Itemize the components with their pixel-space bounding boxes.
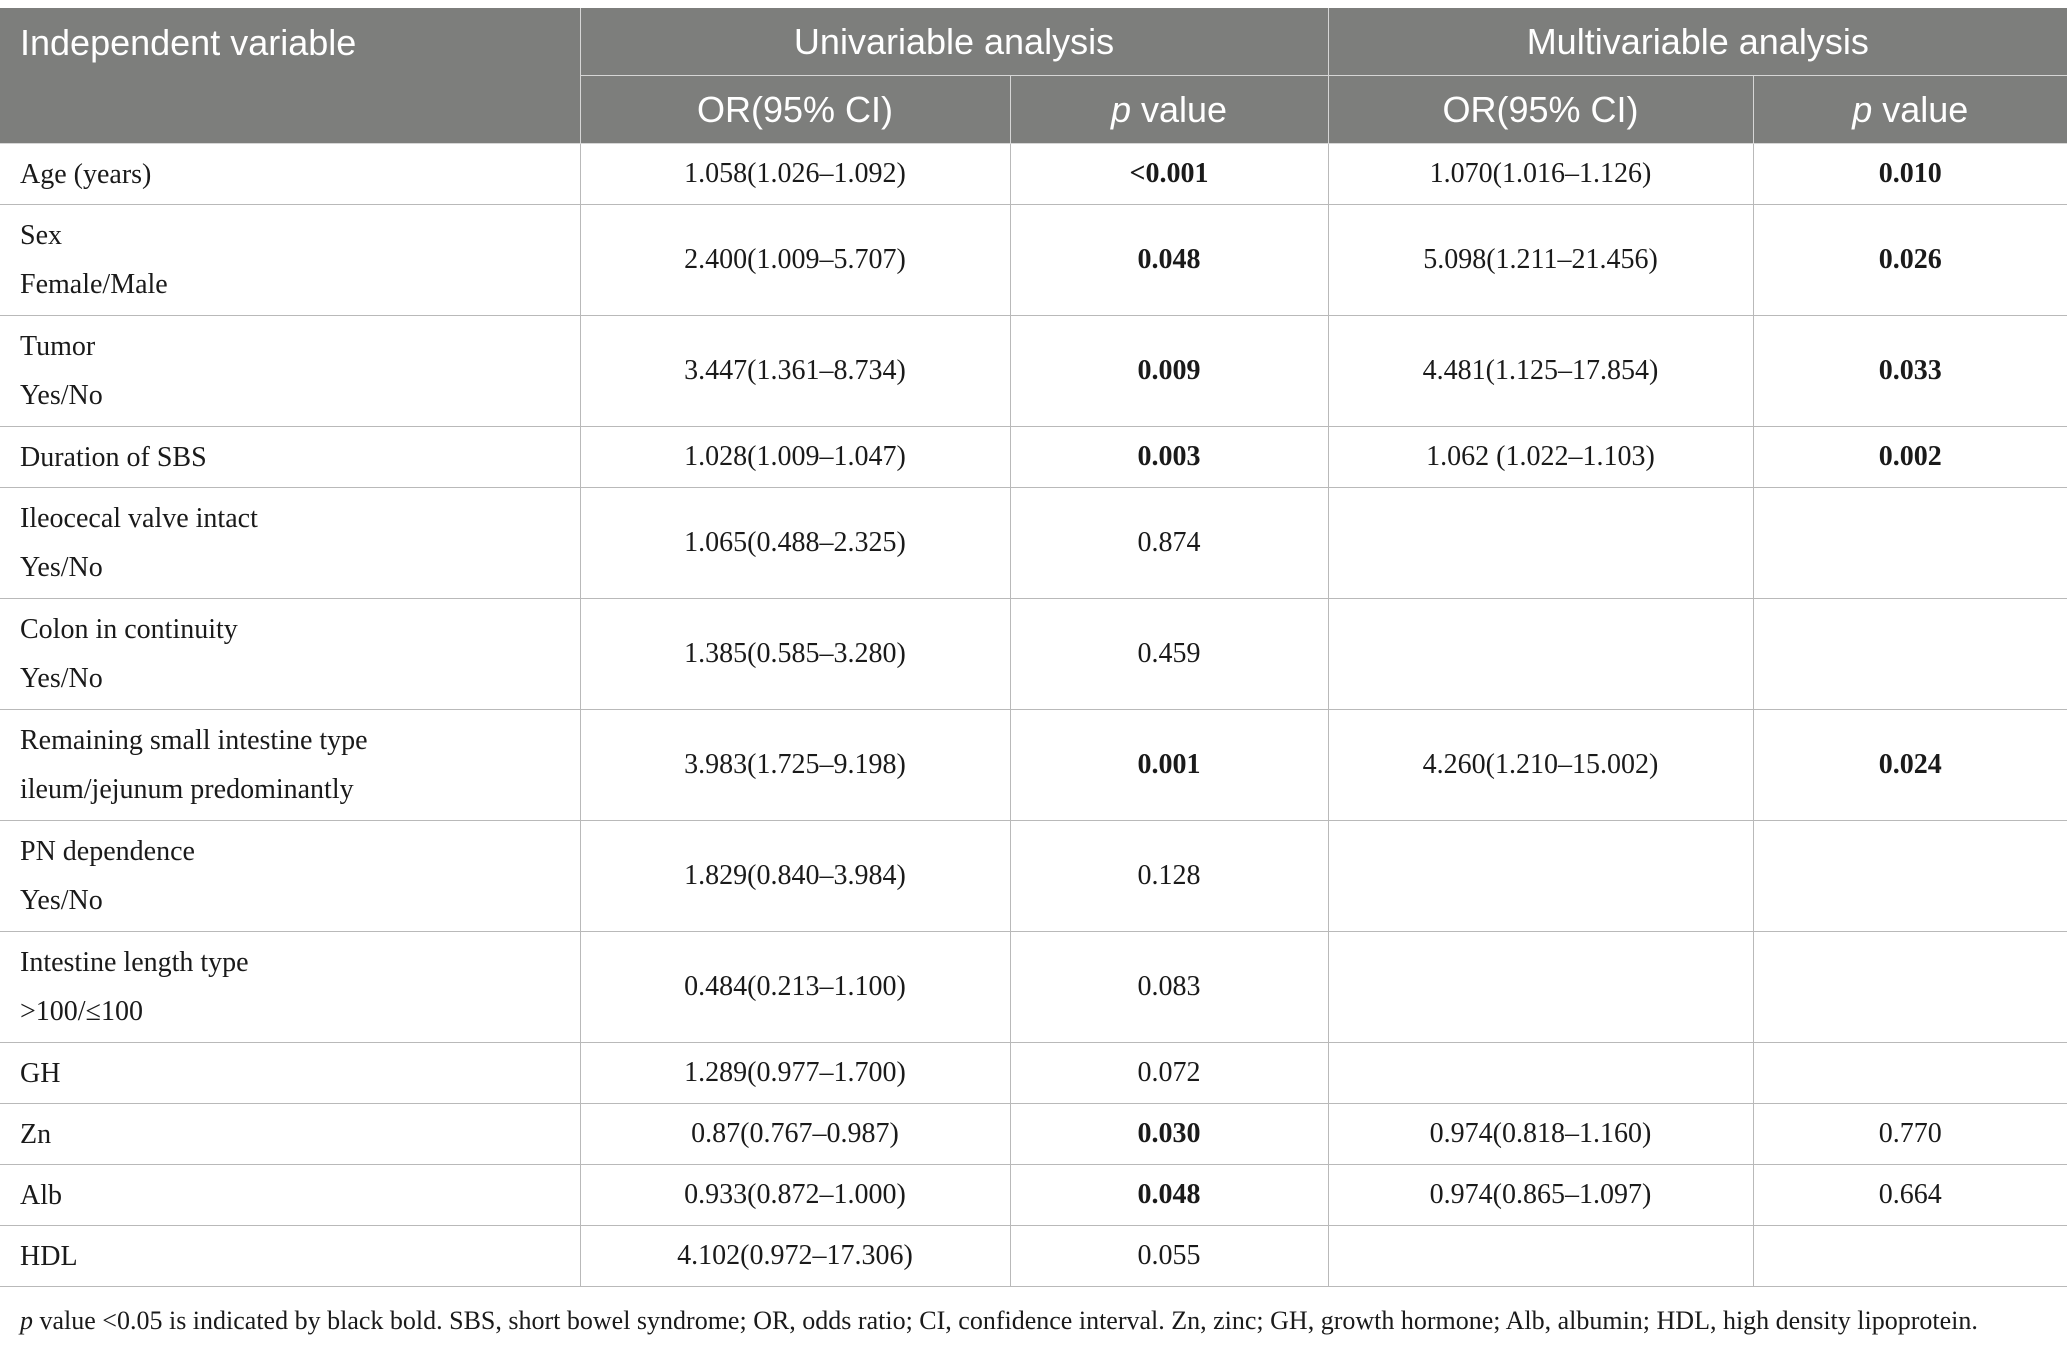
variable-name-cell	[0, 205, 580, 316]
variable-name-cell	[0, 1104, 580, 1165]
univariable-or-cell: 1.829(0.840–3.984)	[580, 821, 1010, 932]
univariable-or-cell: 1.385(0.585–3.280)	[580, 599, 1010, 710]
table-row	[0, 144, 2067, 205]
variable-name-cell	[0, 710, 580, 821]
univariable-or-cell: 0.87(0.767–0.987)	[580, 1104, 1010, 1165]
table-row	[0, 932, 2067, 1043]
univariable-p-cell: 0.874	[1010, 488, 1328, 599]
variable-name: PN dependence	[20, 836, 195, 867]
multivariable-or-cell: 0.974(0.818–1.160)	[1328, 1104, 1753, 1165]
multivariable-p-cell: 0.024	[1753, 710, 2067, 821]
multivariable-or-cell	[1328, 488, 1753, 599]
p-value-suffix: value	[1130, 88, 1228, 130]
header-row-1	[0, 8, 2067, 76]
variable-name: Age (years)	[20, 158, 152, 190]
multivariable-p-cell	[1753, 488, 2067, 599]
footnote-text: value <0.05 is indicated by black bold. SBS, short bowel syndrome; OR, odds ratio; CI, confidence interval. Zn, zinc; GH, growth hormone; Alb, albumin; HDL, high density lipoprotein.	[33, 1306, 1978, 1335]
univariable-or-cell: 4.102(0.972–17.306)	[580, 1226, 1010, 1287]
univariable-or-cell: 1.289(0.977–1.700)	[580, 1043, 1010, 1104]
p-value-suffix: value	[1872, 88, 1969, 130]
table-row	[0, 427, 2067, 488]
table-row	[0, 710, 2067, 821]
header-uni-or-ci: OR(95% CI)	[580, 76, 1010, 144]
univariable-p-cell: 0.083	[1010, 932, 1328, 1043]
univariable-or-cell: 1.028(1.009–1.047)	[580, 427, 1010, 488]
univariable-or-cell: 0.933(0.872–1.000)	[580, 1165, 1010, 1226]
multivariable-p-cell: 0.770	[1753, 1104, 2067, 1165]
multivariable-or-cell: 4.260(1.210–15.002)	[1328, 710, 1753, 821]
table-header	[0, 8, 2067, 144]
table-body	[0, 144, 2067, 1287]
multivariable-p-cell	[1753, 1043, 2067, 1104]
header-multivariable-analysis: Multivariable analysis	[1328, 8, 2067, 76]
multivariable-or-cell	[1328, 1226, 1753, 1287]
variable-name: Sex	[20, 220, 62, 251]
p-italic: p	[1110, 88, 1131, 130]
multivariable-or-cell: 1.062 (1.022–1.103)	[1328, 427, 1753, 488]
variable-name-cell	[0, 1226, 580, 1287]
multivariable-or-cell	[1328, 599, 1753, 710]
regression-table-container	[0, 8, 2067, 1287]
multivariable-or-cell: 5.098(1.211–21.456)	[1328, 205, 1753, 316]
header-univariable-analysis: Univariable analysis	[580, 8, 1328, 76]
variable-categories: ileum/jejunum predominantly	[20, 774, 354, 805]
multivariable-or-cell: 1.070(1.016–1.126)	[1328, 144, 1753, 205]
multivariable-or-cell: 4.481(1.125–17.854)	[1328, 316, 1753, 427]
variable-name-cell	[0, 316, 580, 427]
multivariable-or-cell	[1328, 932, 1753, 1043]
multivariable-p-cell: 0.010	[1753, 144, 2067, 205]
variable-name-cell	[0, 1043, 580, 1104]
variable-categories: Yes/No	[20, 885, 103, 916]
multivariable-p-cell	[1753, 821, 2067, 932]
univariable-p-cell: 0.459	[1010, 599, 1328, 710]
univariable-or-cell: 3.983(1.725–9.198)	[580, 710, 1010, 821]
multivariable-p-cell: 0.664	[1753, 1165, 2067, 1226]
multivariable-p-cell	[1753, 1226, 2067, 1287]
table-row	[0, 1165, 2067, 1226]
variable-categories: >100/≤100	[20, 996, 143, 1027]
variable-name-cell	[0, 599, 580, 710]
multivariable-or-cell	[1328, 821, 1753, 932]
variable-name-cell	[0, 821, 580, 932]
univariable-p-cell: 0.055	[1010, 1226, 1328, 1287]
variable-categories: Yes/No	[20, 552, 103, 583]
header-uni-p-value	[1010, 76, 1328, 144]
variable-name-cell	[0, 1165, 580, 1226]
regression-table	[0, 8, 2067, 1287]
multivariable-or-cell	[1328, 1043, 1753, 1104]
univariable-p-cell: 0.001	[1010, 710, 1328, 821]
variable-name: HDL	[20, 1240, 78, 1272]
table-footnote	[20, 1306, 1978, 1336]
table-row	[0, 1104, 2067, 1165]
variable-name: Remaining small intestine type	[20, 725, 368, 756]
univariable-or-cell: 3.447(1.361–8.734)	[580, 316, 1010, 427]
univariable-p-cell: 0.048	[1010, 1165, 1328, 1226]
univariable-p-cell: 0.009	[1010, 316, 1328, 427]
table-row	[0, 821, 2067, 932]
multivariable-p-cell: 0.033	[1753, 316, 2067, 427]
table-row	[0, 1043, 2067, 1104]
univariable-p-cell: 0.072	[1010, 1043, 1328, 1104]
multivariable-p-cell	[1753, 932, 2067, 1043]
univariable-p-cell: 0.030	[1010, 1104, 1328, 1165]
table-row	[0, 205, 2067, 316]
p-italic: p	[1852, 88, 1873, 130]
table-row	[0, 316, 2067, 427]
variable-name: Duration of SBS	[20, 441, 207, 473]
variable-categories: Yes/No	[20, 380, 103, 411]
variable-name-cell	[0, 932, 580, 1043]
multivariable-p-cell: 0.002	[1753, 427, 2067, 488]
univariable-p-cell: 0.048	[1010, 205, 1328, 316]
variable-name-cell	[0, 488, 580, 599]
multivariable-p-cell	[1753, 599, 2067, 710]
header-multi-p-value	[1753, 76, 2067, 144]
variable-name: Intestine length type	[20, 947, 249, 978]
variable-name: Alb	[20, 1179, 62, 1211]
univariable-p-cell: 0.003	[1010, 427, 1328, 488]
univariable-p-cell: <0.001	[1010, 144, 1328, 205]
header-independent-variable: Independent variable	[0, 8, 580, 144]
univariable-or-cell: 1.058(1.026–1.092)	[580, 144, 1010, 205]
variable-name-cell	[0, 427, 580, 488]
table-row	[0, 488, 2067, 599]
table-row	[0, 1226, 2067, 1287]
table-row	[0, 599, 2067, 710]
univariable-p-cell: 0.128	[1010, 821, 1328, 932]
multivariable-p-cell: 0.026	[1753, 205, 2067, 316]
variable-categories: Yes/No	[20, 663, 103, 694]
univariable-or-cell: 1.065(0.488–2.325)	[580, 488, 1010, 599]
variable-name: Ileocecal valve intact	[20, 503, 258, 534]
variable-name-cell	[0, 144, 580, 205]
header-multi-or-ci: OR(95% CI)	[1328, 76, 1753, 144]
variable-name: GH	[20, 1057, 61, 1089]
univariable-or-cell: 2.400(1.009–5.707)	[580, 205, 1010, 316]
footnote-p-italic: p	[20, 1306, 33, 1335]
variable-name: Zn	[20, 1118, 52, 1150]
univariable-or-cell: 0.484(0.213–1.100)	[580, 932, 1010, 1043]
variable-name: Colon in continuity	[20, 614, 238, 645]
multivariable-or-cell: 0.974(0.865–1.097)	[1328, 1165, 1753, 1226]
variable-categories: Female/Male	[20, 269, 168, 300]
variable-name: Tumor	[20, 331, 96, 362]
